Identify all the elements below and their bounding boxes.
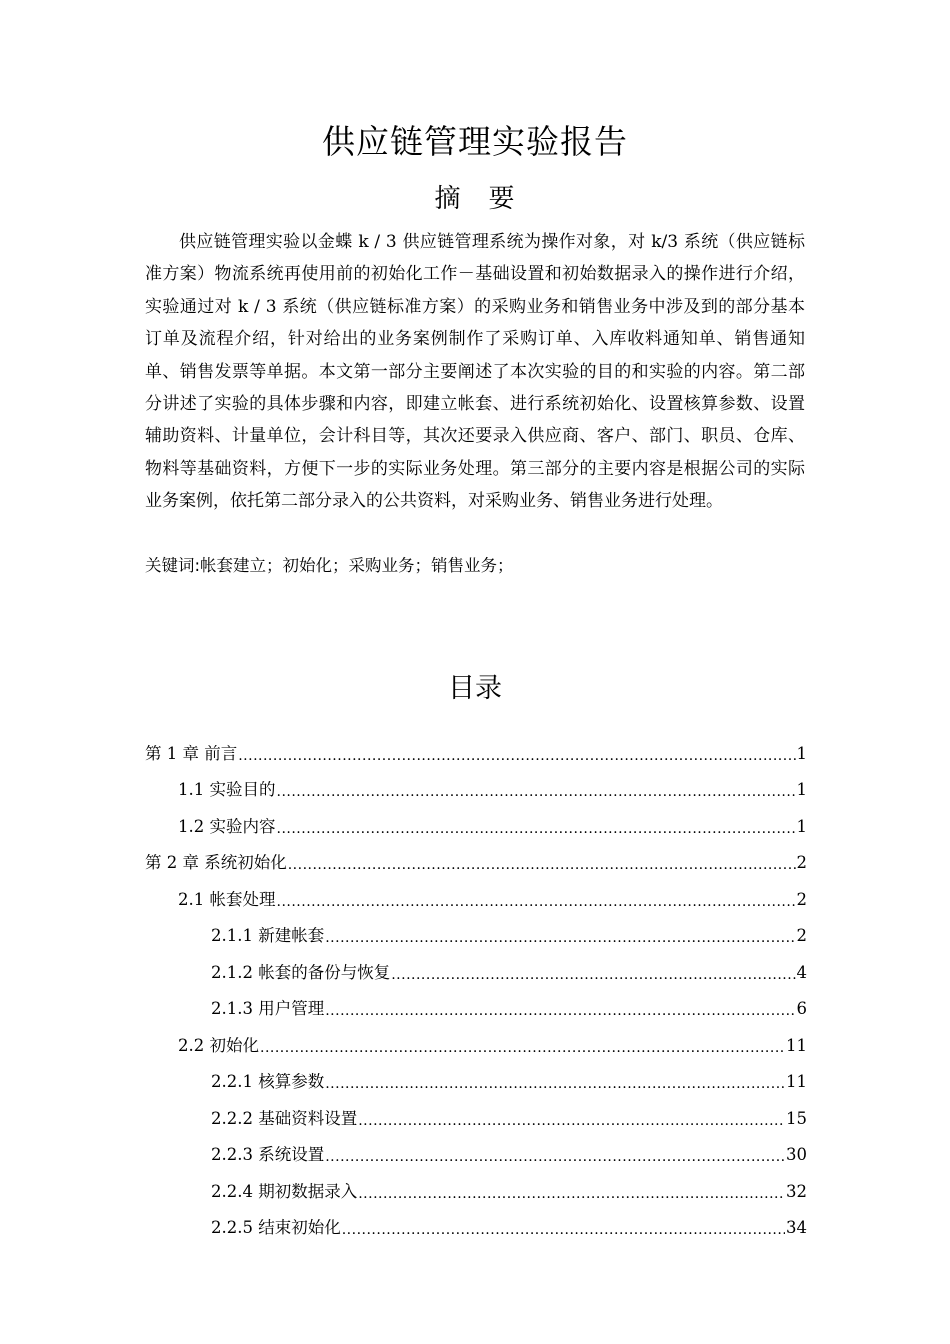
- toc-entry-text: 2.2.5 结束初始化: [211, 1218, 341, 1237]
- toc-page-number: 2: [796, 926, 807, 945]
- toc-leader-dots: [325, 929, 795, 947]
- toc-leader-dots: [277, 783, 796, 801]
- toc-entry-text: 2.2.3 系统设置: [211, 1145, 325, 1164]
- toc-page-number: 6: [796, 999, 807, 1018]
- toc-entry[interactable]: [145, 1057, 807, 1094]
- toc-leader-dots: [325, 1075, 785, 1093]
- toc-entry-text: 1.2 实验内容: [178, 816, 276, 836]
- toc-leader-dots: [325, 1148, 785, 1166]
- toc-page-number: 11: [786, 1035, 807, 1055]
- toc-entry[interactable]: [145, 1166, 807, 1203]
- toc-entry[interactable]: [145, 1020, 807, 1057]
- toc-leader-dots: [325, 1002, 795, 1020]
- toc-leader-dots: [238, 747, 795, 765]
- toc-leader-dots: [358, 1185, 785, 1203]
- toc-entry-text: 2.1.2 帐套的备份与恢复: [211, 962, 391, 982]
- toc-leader-dots: [342, 1221, 785, 1239]
- toc-page-number: 1: [796, 780, 807, 799]
- toc-entry-text: 2.1 帐套处理: [178, 889, 276, 909]
- toc-entry[interactable]: [145, 728, 807, 765]
- toc-entry[interactable]: [145, 801, 807, 838]
- toc-entry[interactable]: [145, 1130, 807, 1167]
- document-title: 供应链管理实验报告: [322, 122, 628, 161]
- toc-entry-text: 2.1.3 用户管理: [211, 999, 325, 1018]
- toc-page-number: 4: [796, 962, 807, 982]
- toc-leader-dots: [391, 966, 795, 984]
- toc-entry[interactable]: [145, 947, 807, 984]
- toc-entry[interactable]: [145, 984, 807, 1021]
- toc-page-number: 32: [786, 1181, 807, 1201]
- abstract-body: 供应链管理实验以金蝶 k / 3 供应链管理系统为操作对象，对 k/3 系统（供应链标准方案）物流系统再使用前的初始化工作－基础设置和初始数据录入的操作进行介绍，实验通过对 k / 3 系统（供应链标准方案）的采购业务和销售业务中涉及到的部分基本订单及流程介绍，针对给出的业务案例制作了采购订单、入库收料通知单、销售通知单、销售发票等单据。本文第一部分主要阐述了本次实验的目的和实验的内容。第二部分讲述了实验的具体步骤和内容，即建立帐套、进行系统初始化、设置核算参数、设置辅助资料、计量单位，会计科目等，其次还要录入供应商、客户、部门、职员、仓库、物料等基础资料，方便下一步的实际业务处理。第三部分的主要内容是根据公司的实际业务案例，依托第二部分录入的公共资料，对采购业务、销售业务进行处理。: [145, 232, 805, 512]
- toc-page-number: 11: [786, 1072, 807, 1091]
- abstract-heading: 摘 要: [434, 184, 516, 214]
- toc-page-number: 1: [796, 743, 807, 763]
- toc-page-number: 34: [786, 1218, 807, 1237]
- toc-leader-dots: [277, 893, 796, 911]
- toc-entry[interactable]: [145, 765, 807, 802]
- toc-leader-dots: [288, 856, 796, 874]
- toc-heading: 目录: [448, 673, 502, 704]
- toc-page-number: 15: [786, 1108, 807, 1128]
- toc-entry-text: 2.2.4 期初数据录入: [211, 1181, 358, 1201]
- toc-page-number: 1: [796, 816, 807, 836]
- toc-page-number: 2: [796, 853, 807, 872]
- toc-entry[interactable]: [145, 838, 807, 875]
- toc-entry-text: 第 1 章 前言: [145, 743, 238, 763]
- toc-entry[interactable]: [145, 1093, 807, 1130]
- toc-leader-dots: [277, 820, 796, 838]
- table-of-contents: [145, 728, 807, 1239]
- toc-entry[interactable]: [145, 911, 807, 948]
- toc-entry-text: 1.1 实验目的: [178, 780, 276, 799]
- toc-page-number: 30: [786, 1145, 807, 1164]
- toc-entry-text: 2.2.2 基础资料设置: [211, 1108, 358, 1128]
- toc-entry-text: 2.2 初始化: [178, 1035, 259, 1055]
- toc-leader-dots: [358, 1112, 785, 1130]
- toc-entry[interactable]: [145, 1203, 807, 1240]
- toc-entry-text: 第 2 章 系统初始化: [145, 853, 287, 872]
- toc-entry-text: 2.1.1 新建帐套: [211, 926, 325, 945]
- keywords-line: 关键词:帐套建立；初始化；采购业务；销售业务；: [145, 556, 514, 575]
- toc-entry[interactable]: [145, 874, 807, 911]
- toc-entry-text: 2.2.1 核算参数: [211, 1072, 325, 1091]
- toc-page-number: 2: [796, 889, 807, 909]
- toc-leader-dots: [260, 1039, 785, 1057]
